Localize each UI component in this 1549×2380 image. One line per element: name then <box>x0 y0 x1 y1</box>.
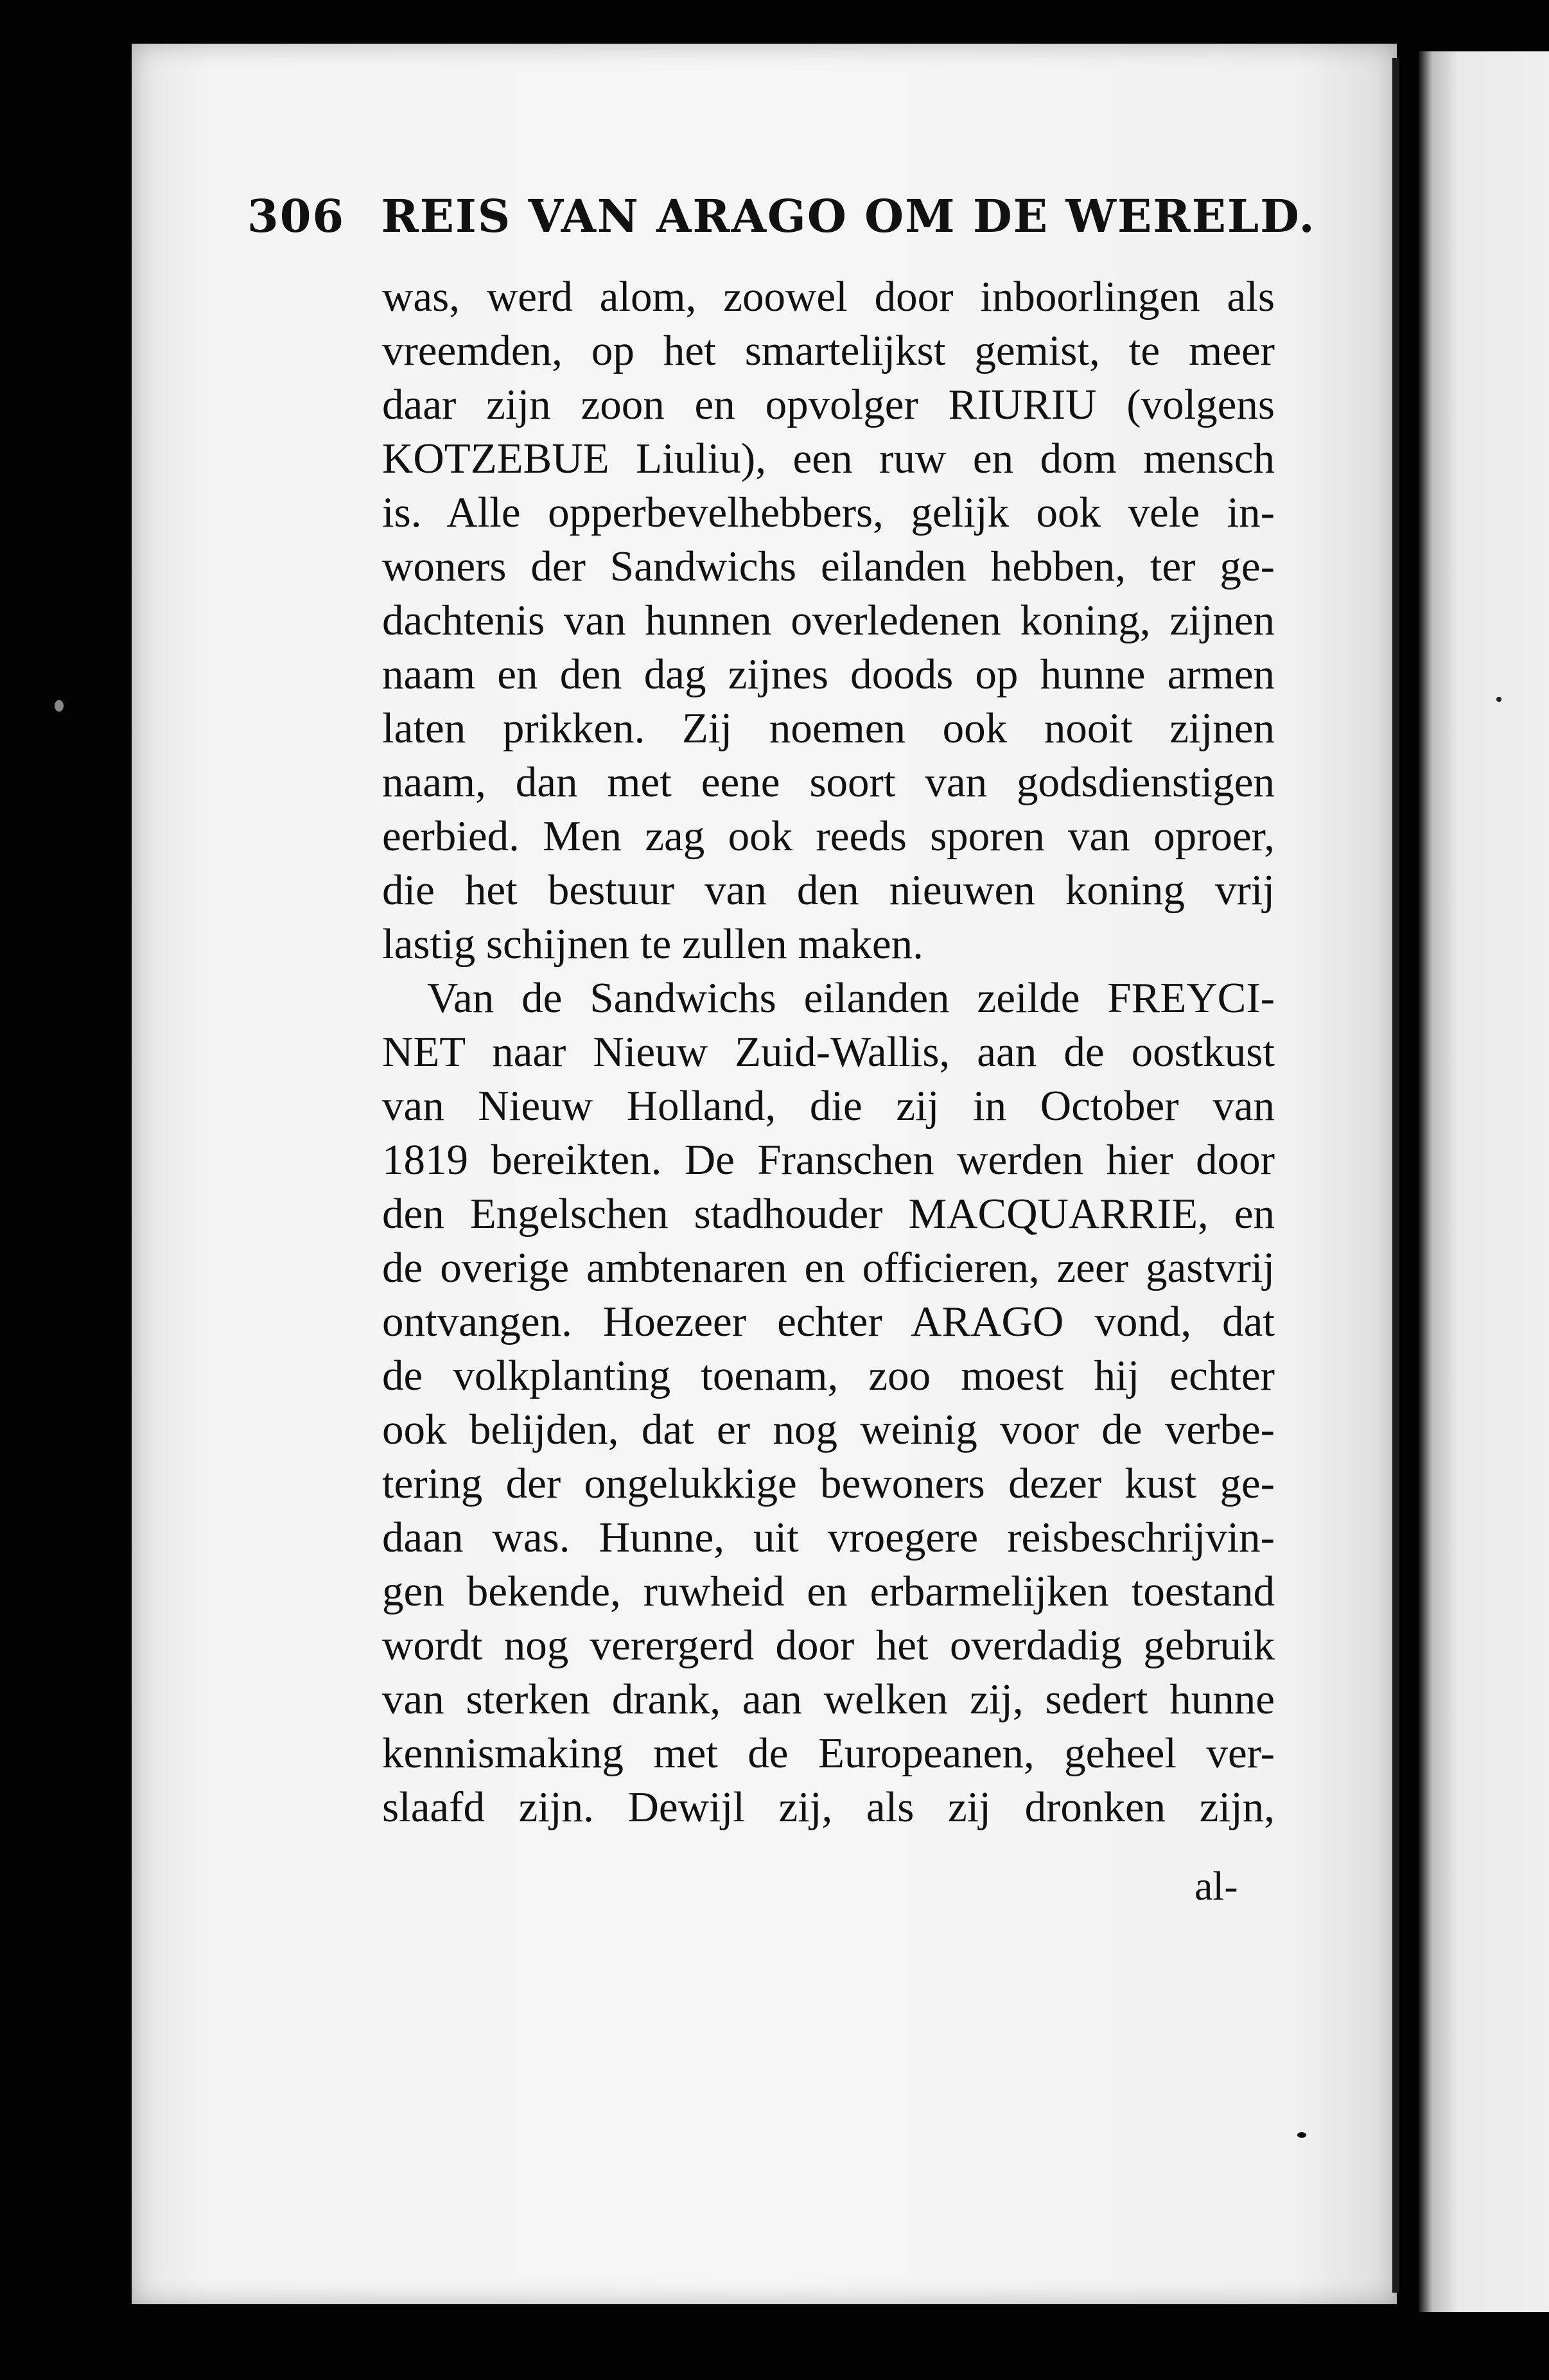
scan-speck <box>1297 2132 1306 2138</box>
text-line: KOTZEBUE Liuliu), een ruw en dom mensch <box>382 435 1275 482</box>
scan-speck <box>55 700 64 712</box>
text-line: was, werd alom, zoowel door inboorlingen als <box>382 273 1275 320</box>
text-line: ook belijden, dat er nog weinig voor de verbe- <box>382 1406 1275 1453</box>
text-line: naam, dan met eene soort van godsdienstigen <box>382 758 1275 806</box>
running-head <box>247 189 1316 260</box>
running-title: REIS VAN ARAGO OM DE WERELD. <box>381 189 1316 243</box>
text-line: de volkplanting toenam, zoo moest hij echter <box>382 1352 1275 1399</box>
text-line: daan was. Hunne, uit vroegere reisbeschrijvin- <box>382 1514 1275 1561</box>
text-line: woners der Sandwichs eilanden hebben, ter ge- <box>382 543 1275 590</box>
text-line: is. Alle opperbevelhebbers, gelijk ook vele in- <box>382 489 1275 536</box>
text-line: vreemden, op het smartelijkst gemist, te meer <box>382 327 1275 374</box>
text-line: NET naar Nieuw Zuid-Wallis, aan de oostkust <box>382 1028 1275 1076</box>
text-line: den Engelschen stadhouder MACQUARRIE, en <box>382 1190 1275 1238</box>
catchword: al- <box>1195 1863 1238 1909</box>
text-line: Van de Sandwichs eilanden zeilde FREYCI- <box>427 974 1275 1022</box>
text-line: wordt nog verergerd door het overdadig gebruik <box>382 1622 1275 1669</box>
text-line: van sterken drank, aan welken zij, sedert hunne <box>382 1676 1275 1723</box>
text-line: van Nieuw Holland, die zij in October van <box>382 1082 1275 1130</box>
scan-speck <box>1496 697 1501 702</box>
text-line: gen bekende, ruwheid en erbarmelijken toestand <box>382 1568 1275 1615</box>
page-edge-shadow <box>1392 58 1399 2293</box>
text-line: ontvangen. Hoezeer echter ARAGO vond, dat <box>382 1298 1275 1345</box>
text-line: dachtenis van hunnen overledenen koning, zijnen <box>382 597 1275 644</box>
text-line: die het bestuur van den nieuwen koning vrij <box>382 866 1275 914</box>
text-line: slaafd zijn. Dewijl zij, als zij dronken zijn, <box>382 1783 1275 1831</box>
page-number: 306 <box>247 189 346 243</box>
text-line: lastig schijnen te zullen maken. <box>382 920 923 968</box>
text-line: de overige ambtenaren en officieren, zeer gastvrij <box>382 1244 1275 1291</box>
text-line: naam en den dag zijnes doods op hunne armen <box>382 651 1275 698</box>
text-line: eerbied. Men zag ook reeds sporen van oproer, <box>382 812 1275 860</box>
adjacent-page-edge <box>1419 51 1549 2312</box>
text-line: tering der ongelukkige bewoners dezer kust ge- <box>382 1460 1275 1507</box>
text-line: daar zijn zoon en opvolger RIURIU (volgens <box>382 381 1275 428</box>
text-line: 1819 bereikten. De Franschen werden hier door <box>382 1136 1275 1184</box>
text-line: laten prikken. Zij noemen ook nooit zijnen <box>382 704 1275 752</box>
body-text <box>382 270 1275 1834</box>
text-line: kennismaking met de Europeanen, geheel ver- <box>382 1729 1275 1777</box>
